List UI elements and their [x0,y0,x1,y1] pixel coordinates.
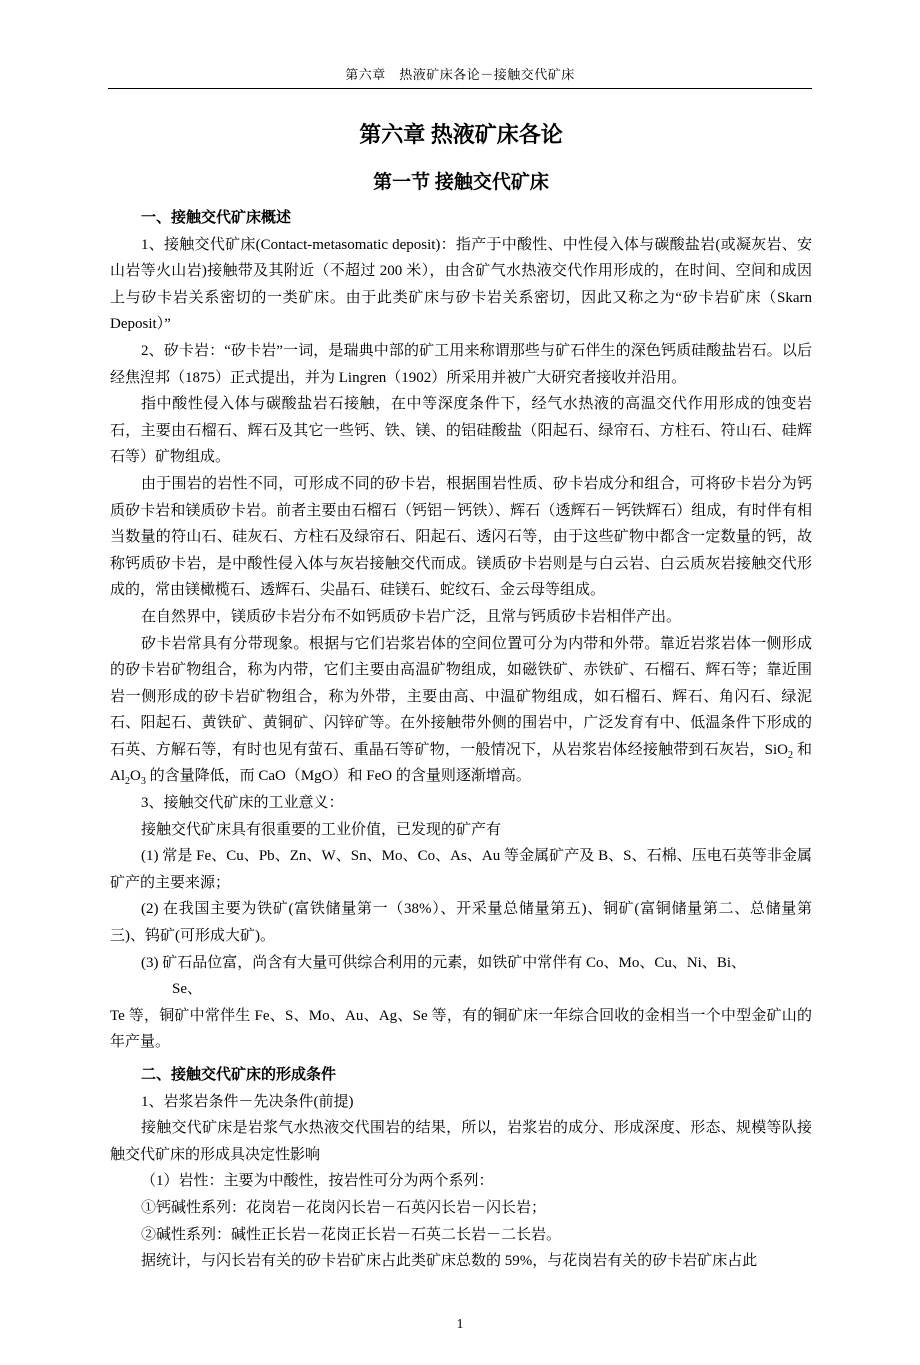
heading-overview: 一、接触交代矿床概述 [141,210,292,226]
paragraph: 2、矽卡岩：“矽卡岩”一词，是瑞典中部的矿工用来称谓那些与矿石伴生的深色钙质硅酸盐岩石。以后经焦湼邦（1875）正式提出，并为 Lingren（1902）所采用并被广大研究者接收并沿用。 [110,342,812,386]
subscript: 3 [140,776,146,788]
section-title: 第一节 接触交代矿床 [373,172,549,193]
heading-formation-conditions: 二、接触交代矿床的形成条件 [141,1067,337,1083]
paragraph: 接触交代矿床是岩浆气水热液交代围岩的结果，所以，岩浆岩的成分、形成深度、形态、规模等队接触交代矿床的形成具决定性影响 [110,1120,812,1163]
page-number: 1 [456,1316,464,1332]
paragraph: 据统计，与闪长岩有关的矽卡岩矿床占此类矿床总数的 59%，与花岗岩有关的矽卡岩矿床占此 [141,1253,758,1270]
list-item: ①钙碱性系列：花岗岩－花岗闪长岩－石英闪长岩－闪长岩； [141,1199,547,1216]
paragraph: Te 等，铜矿中常伴生 Fe、S、Mo、Au、Ag、Se 等，有的铜矿床一年综合回收的金相当一个中型金矿山的年产量。 [110,1007,812,1051]
list-item: (3) 矿石品位富，尚含有大量可供综合利用的元素，如铁矿中常伴有 Co、Mo、Cu、Ni、Bi、 [141,954,747,971]
paragraph: 指中酸性侵入体与碳酸盐岩石接触，在中等深度条件下，经气水热液的高温交代作用形成的蚀变岩石，主要由石榴石、辉石及其它一些钙、铁、镁、的铝硅酸盐（阳起石、绿帘石、方柱石、符山石、硅辉石等）矿物组成。 [110,396,812,466]
text: 矽卡岩常具有分带现象。根据与它们岩浆岩体的空间位置可分为内带和外带。靠近岩浆岩体一侧形成的矽卡岩矿物组合，称为内带，它们主要由高温矿物组成，如磁铁矿、赤铁矿、石榴石、辉石等；靠近围岩一侧形成的矽卡岩矿物组合，称为外带，主要由高、中温矿物组成，如石榴石、辉石、角闪石、绿泥石、阳起石、黄铁矿、黄铜矿、闪锌矿等。在外接触带外侧的围岩中，广泛发育有中、低温条件下形成的石英、方解石等，有时也见有萤石、重晶石等矿物，一般情况下，从岩浆岩体经接触带到石灰岩，SiO [110,635,812,758]
running-header: 第六章 热液矿床各论－接触交代矿床 [108,64,812,89]
subscript: 2 [788,749,793,761]
paragraph: 3、接触交代矿床的工业意义： [141,795,344,812]
paragraph: 由于围岩的岩性不同，可形成不同的矽卡岩，根据围岩性质、矽卡岩成分和组合，可将矽卡岩分为钙质矽卡岩和镁质矽卡岩。前者主要由石榴石（钙铝－钙铁）、辉石（透辉石－钙铁辉石）组成，有时伴有相当数量的符山石、硅灰石、方柱石及绿帘石、阳起石、透闪石等，由于这些矿物中都含一定数量的钙，故称钙质矽卡岩，是中酸性侵入体与灰岩接触交代而成。镁质矽卡岩则是与白云岩、白云质灰岩接触交代形成的，常由镁橄榄石、透辉石、尖晶石、硅镁石、蛇纹石、金云母等组成。 [110,475,812,599]
chapter-title: 第六章 热液矿床各论 [359,122,563,147]
list-item-continuation: Se、 [172,981,203,998]
paragraph-zoning [110,631,812,791]
paragraph: 接触交代矿床具有很重要的工业价值，已发现的矿产有 [141,821,502,838]
subscript: 2 [125,776,130,788]
list-item: (2) 在我国主要为铁矿(富铁储量第一（38%）、开采量总储量第五)、铜矿(富铜储量第二、总储量第三)、钨矿(可形成大矿)。 [110,901,812,945]
text: 和 Al [110,741,812,785]
list-item: (1) 常是 Fe、Cu、Pb、Zn、W、Sn、Mo、Co、As、Au 等金属矿产及 B、S、石棉、压电石英等非金属矿产的主要来源； [110,848,812,891]
document-body [110,0,812,1275]
paragraph: 1、接触交代矿床(Contact-metasomatic deposit)：指产于中酸性、中性侵入体与碳酸盐岩(或凝灰岩、安山岩等火山岩)接触带及其附近（不超过 200 米），由含矿气水热液交代作用形成的，在时间、空间和成因上与矽卡岩关系密切的一类矿床。由于此类矿床与矽卡岩关系密切，因此又称之为“矽卡岩矿床（Skarn Deposit）” [110,236,812,333]
list-item: ②碱性系列：碱性正长岩－花岗正长岩－石英二长岩－二长岩。 [141,1226,562,1243]
paragraph: 在自然界中，镁质矽卡岩分布不如钙质矽卡岩广泛，且常与钙质矽卡岩相伴产出。 [141,608,682,625]
text: O [130,768,141,785]
paragraph: 1、岩浆岩条件－先决条件(前提) [141,1093,354,1110]
paragraph: （1）岩性：主要为中酸性，按岩性可分为两个系列： [141,1173,494,1190]
text: 的含量降低，而 CaO（MgO）和 FeO 的含量则逐渐增高。 [145,768,531,785]
